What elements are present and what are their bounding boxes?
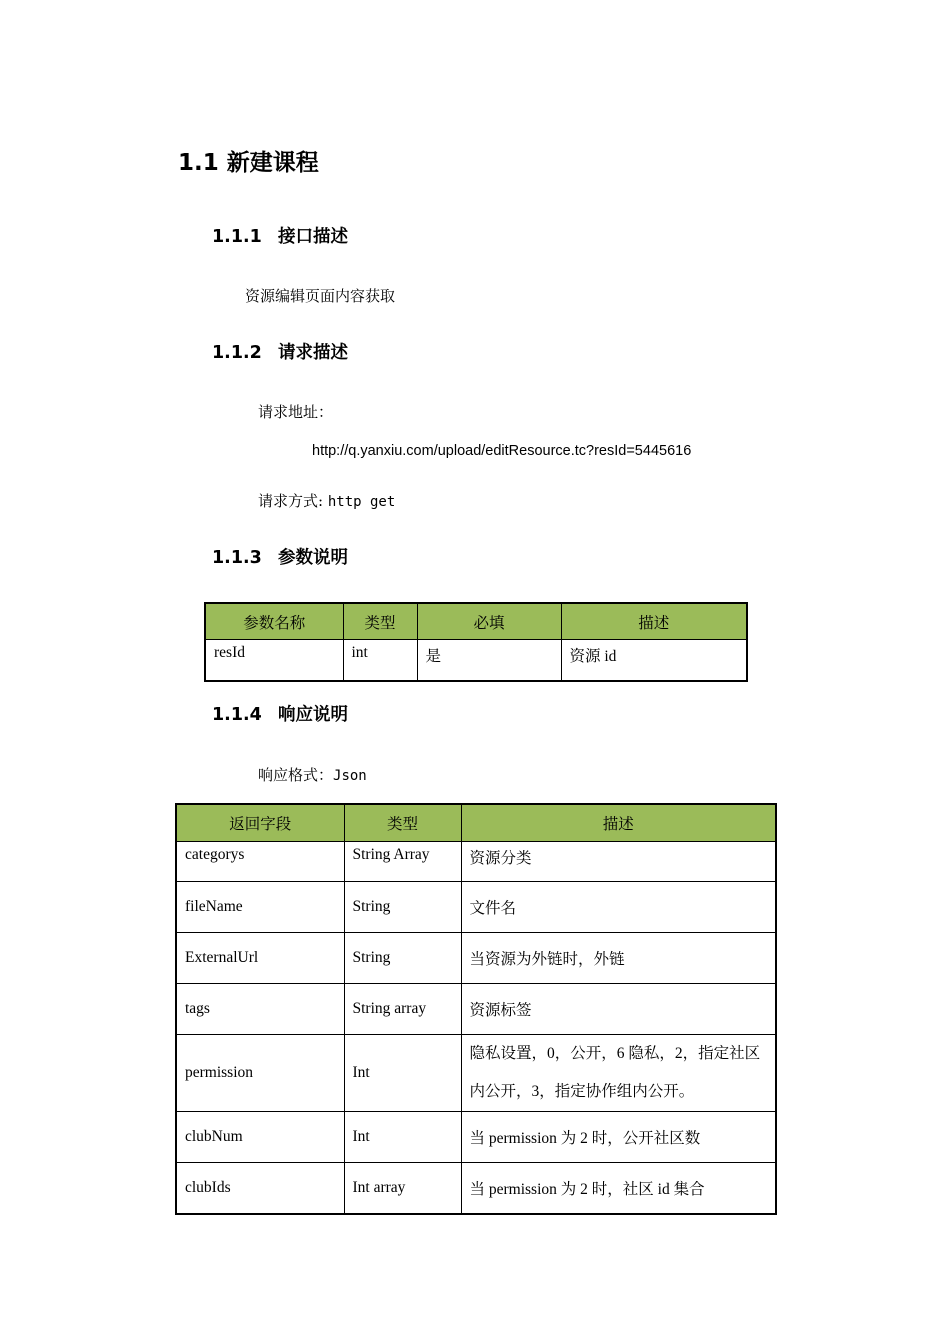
params-header-cell: 描述 xyxy=(561,603,747,640)
table-cell: 资源分类 xyxy=(461,842,776,882)
response-table xyxy=(175,803,777,1215)
table-cell: Int array xyxy=(344,1163,461,1215)
table-cell: categorys xyxy=(176,842,344,882)
section-number: 1.1.4 xyxy=(212,705,262,725)
request-method xyxy=(258,490,395,511)
params-header-cell: 必填 xyxy=(417,603,561,640)
request-method-label: 请求方式: xyxy=(258,492,324,510)
params-header-cell: 类型 xyxy=(343,603,417,640)
main-heading-title: 新建课程 xyxy=(226,150,319,176)
table-row xyxy=(176,842,776,882)
table-row xyxy=(176,984,776,1035)
table-cell: fileName xyxy=(176,882,344,933)
table-cell: ExternalUrl xyxy=(176,933,344,984)
table-cell: 是 xyxy=(417,640,561,682)
table-row xyxy=(176,1035,776,1112)
response-format xyxy=(258,764,367,785)
table-cell: Int xyxy=(344,1112,461,1163)
request-method-value: http get xyxy=(327,494,396,510)
table-cell: clubNum xyxy=(176,1112,344,1163)
table-row xyxy=(205,640,747,682)
section-number: 1.1.2 xyxy=(212,343,262,363)
section-heading-request xyxy=(212,339,348,364)
table-cell: String xyxy=(344,882,461,933)
table-cell: String Array xyxy=(344,842,461,882)
table-cell: 隐私设置，0，公开，6 隐私，2，指定社区内公开，3，指定协作组内公开。 xyxy=(461,1035,776,1112)
table-row xyxy=(176,1163,776,1215)
params-header-cell: 参数名称 xyxy=(205,603,343,640)
table-cell: Int xyxy=(344,1035,461,1112)
section-heading-params xyxy=(212,544,348,569)
response-table-header xyxy=(176,804,776,842)
table-cell: 当 permission 为 2 时，社区 id 集合 xyxy=(461,1163,776,1215)
table-cell: 资源标签 xyxy=(461,984,776,1035)
section-title: 响应说明 xyxy=(278,705,348,725)
params-table-header xyxy=(205,603,747,640)
table-cell: tags xyxy=(176,984,344,1035)
table-row xyxy=(176,882,776,933)
table-row xyxy=(176,1112,776,1163)
table-cell: permission xyxy=(176,1035,344,1112)
section-number: 1.1.3 xyxy=(212,548,262,568)
section-title: 参数说明 xyxy=(278,548,348,568)
main-heading xyxy=(178,144,319,177)
table-cell: String array xyxy=(344,984,461,1035)
section-heading-response xyxy=(212,701,348,726)
section-number: 1.1.1 xyxy=(212,227,262,247)
table-cell: 当 permission 为 2 时，公开社区数 xyxy=(461,1112,776,1163)
response-header-cell: 类型 xyxy=(344,804,461,842)
section-heading-interface xyxy=(212,223,348,248)
main-heading-number: 1.1 xyxy=(178,150,219,176)
response-header-cell: 返回字段 xyxy=(176,804,344,842)
table-cell: clubIds xyxy=(176,1163,344,1215)
table-cell: 当资源为外链时，外链 xyxy=(461,933,776,984)
table-cell: int xyxy=(343,640,417,682)
table-cell: String xyxy=(344,933,461,984)
response-format-label: 响应格式： xyxy=(258,766,334,784)
response-header-cell: 描述 xyxy=(461,804,776,842)
request-address-label: 请求地址： xyxy=(258,403,334,421)
params-table xyxy=(204,602,748,682)
table-cell: resId xyxy=(205,640,343,682)
section-title: 请求描述 xyxy=(278,343,348,363)
request-url: http://q.yanxiu.com/upload/editResource.tc?resId=5445616 xyxy=(312,443,692,459)
table-cell: 资源 id xyxy=(561,640,747,682)
response-format-value: Json xyxy=(333,768,367,784)
interface-description: 资源编辑页面内容获取 xyxy=(245,287,396,305)
table-cell: 文件名 xyxy=(461,882,776,933)
section-title: 接口描述 xyxy=(278,227,348,247)
table-row xyxy=(176,933,776,984)
